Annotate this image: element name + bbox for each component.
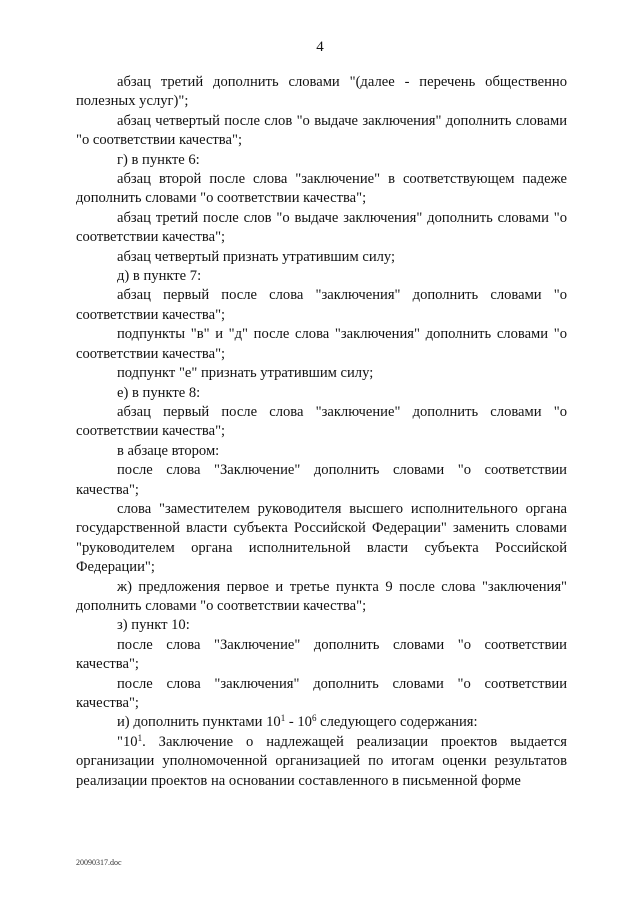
text: . Заключение о надлежащей реализации проектов выдается организации уполномоченной организацией по итогам оценки результатов реализации проектов на основании составленного в письменной форме [76, 733, 567, 789]
paragraph: абзац второй после слова "заключение" в соответствующем падеже дополнить словами "о соответствии качества"; [76, 171, 567, 207]
paragraph: абзац первый после слова "заключения" дополнить словами "о соответствии качества"; [76, 287, 567, 323]
text: и) дополнить пунктами 10 [117, 714, 281, 731]
paragraph: ж) предложения первое и третье пункта 9 после слова "заключения" дополнить словами "о соответствии качества"; [76, 578, 567, 614]
paragraph: з) пункт 10: [117, 617, 190, 634]
document-body [76, 73, 567, 791]
text: - 10 [285, 714, 312, 731]
paragraph-add-points [76, 713, 567, 732]
paragraph: подпункты "в" и "д" после слова "заключения" дополнить словами "о соответствии качества"; [76, 326, 567, 362]
superscript: 1 [137, 732, 143, 743]
paragraph: абзац третий после слов "о выдаче заключения" дополнить словами "о соответствии качества"; [76, 209, 567, 246]
paragraph-point-10-1 [76, 733, 567, 791]
text: "10 [117, 733, 138, 750]
paragraph: абзац первый после слова "заключение" дополнить словами "о соответствии качества"; [76, 403, 567, 440]
paragraph: после слова "заключения" дополнить словами "о соответствии качества"; [76, 675, 567, 711]
paragraph: в абзаце втором: [117, 442, 220, 459]
text: следующего содержания: [316, 714, 478, 731]
paragraph: абзац четвертый после слов "о выдаче заключения" дополнить словами "о соответствии качества"; [76, 112, 567, 149]
paragraph: после слова "Заключение" дополнить словами "о соответствии качества"; [76, 636, 567, 673]
paragraph: д) в пункте 7: [117, 268, 202, 285]
superscript: 1 [280, 713, 286, 724]
paragraph: е) в пункте 8: [117, 384, 201, 401]
paragraph: слова "заместителем руководителя высшего исполнительного органа государственной власти субъекта Российской Федерации" заменить словами "руководителем органа исполнительной власти субъекта Российской Федерации"; [76, 500, 567, 576]
paragraph: после слова "Заключение" дополнить словами "о соответствии качества"; [76, 462, 567, 498]
paragraph: г) в пункте 6: [117, 151, 200, 168]
paragraph: абзац четвертый признать утратившим силу; [117, 248, 396, 265]
paragraph: абзац третий дополнить словами "(далее - перечень общественно полезных услуг)"; [76, 74, 567, 110]
superscript: 6 [311, 713, 317, 724]
paragraph: подпункт "е" признать утратившим силу; [117, 365, 374, 382]
page-number: 4 [316, 39, 324, 55]
file-name-footer: 20090317.doc [76, 858, 122, 867]
